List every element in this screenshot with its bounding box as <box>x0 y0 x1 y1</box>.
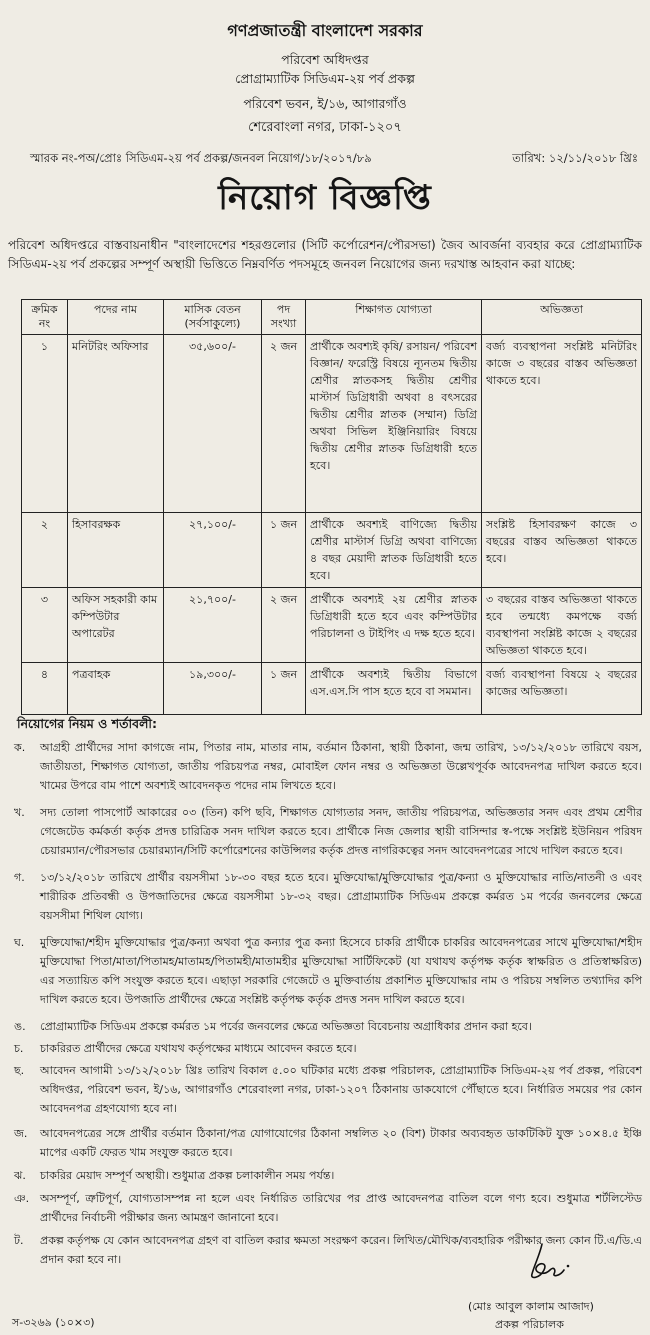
address-line-2: শেরেবাংলা নগর, ঢাকা-১২০৭ <box>248 120 402 135</box>
rule-marker: ট. <box>14 1234 24 1247</box>
post-cell: পত্রবাহক <box>68 663 164 715</box>
rule-marker: ছ. <box>14 1064 25 1077</box>
department-name: পরিবেশ অধিদপ্তর <box>281 52 369 67</box>
count-cell: ১ জন <box>262 663 306 715</box>
rule-text: অসম্পূর্ণ, ত্রুটিপূর্ণ, যোগ্যতাসম্পন্ন না হলে এবং নির্ধারিত তারিখের পর প্রাপ্ত আবেদনপত্র বাতিল বলে গণ্য হবে। শুধুমাত্র শর্টলিস্টেড প্রার্থীদের নির্বাচনী পরীক্ষার জন্য আমন্ত্রণ জানানো হবে। <box>40 1192 642 1224</box>
header-count: পদ সংখ্যা <box>262 300 306 335</box>
project-name: প্রোগ্রাম্যাটিক সিডিএম-২য় পর্ব প্রকল্প <box>235 71 415 86</box>
table-row <box>22 588 642 663</box>
header-experience: অভিজ্ঞতা <box>482 300 642 335</box>
header-serial: ক্রমিক নং <box>22 300 68 335</box>
rule-item <box>14 738 642 795</box>
rule-marker: ঝ. <box>14 1169 26 1182</box>
rule-item <box>14 1061 642 1118</box>
rule-item <box>14 1039 642 1058</box>
address-line-1: পরিবেশ ভবন, ই/১৬, আগারগাঁও <box>243 96 407 111</box>
qualification-cell: প্রার্থীকে অবশ্যই দ্বিতীয় বিভাগে এস.এস.সি পাস হতে হবে বা সমমান। <box>306 663 482 715</box>
memo-number: স্মারক নং-পঅ/প্রোঃ সিডিএম-২য় পর্ব প্রকল্প/জনবল নিয়োগ/১৮/২০১৭/৮৯ <box>30 151 372 165</box>
table-row <box>22 513 642 588</box>
ad-code: স-৩২৬৯ (১০×৩) <box>12 1316 95 1329</box>
serial-cell: ৩ <box>22 588 68 663</box>
rule-marker: ঙ. <box>14 1020 26 1033</box>
salary-cell: ২১,৭০০/- <box>164 588 262 663</box>
header-post: পদের নাম <box>68 300 164 335</box>
rule-text: মুক্তিযোদ্ধা/শহীদ মুক্তিযোদ্ধার পুত্র/কন্যা অথবা পুত্র কন্যার পুত্র কন্যা হিসেবে চাকরি প্রার্থীকে চাকরির আবেদনপত্রের সাথে মুক্তিযোদ্ধা/শহীদ মুক্তিযোদ্ধা পিতা/মাতা/পিতামহ/মাতামহ/পিতামহী/মাতামহীর মুক্তিযোদ্ধা সার্টিফিকেট (যা যথাযথ কর্তৃপক্ষ কর্তৃক স্বাক্ষরিত ও প্রতিস্বাক্ষরিত) এর সত্যায়িত কপি সংযুক্ত করতে হবে। এছাড়া সরকারি গেজেটে ও মুক্তিবার্তায় প্রকাশিত মুক্তিযোদ্ধার নাম ও পরিচয় সম্বলিত তথ্যাদির কপি দাখিল করতে হবে। উপজাতি প্রার্থীদের ক্ষেত্রে সংশ্লিষ্ট কর্তৃপক্ষ কর্তৃক প্রদত্ত সনদ দাখিল করতে হবে। <box>40 936 642 1006</box>
experience-cell: বর্জ্য ব্যবস্থাপনা বিষয়ে ২ বছরের কাজের অভিজ্ঞতা। <box>482 663 642 715</box>
count-cell: ২ জন <box>262 588 306 663</box>
rule-text: চাকরির মেয়াদ সম্পূর্ণ অস্থায়ী। শুধুমাত্র প্রকল্প চলাকালীন সময় পর্যন্ত। <box>40 1169 335 1182</box>
header-salary: মাসিক বেতন (সর্বসাকুল্যে) <box>164 300 262 335</box>
rule-text: প্রোগ্রাম্যাটিক সিডিএম প্রকল্পে কর্মরত ১ম পর্বের জনবলের ক্ষেত্রে অভিজ্ঞতা বিবেচনায় অগ্রাধিকার প্রদান করা হবে। <box>40 1020 532 1033</box>
memo-date: তারিখ: ১২/১১/২০১৮ খ্রিঃ <box>512 151 638 165</box>
serial-cell: ২ <box>22 513 68 588</box>
rule-marker: খ. <box>14 806 25 819</box>
rule-item <box>14 1166 642 1185</box>
rule-item <box>14 1124 642 1162</box>
notice-title: নিয়োগ বিজ্ঞপ্তি <box>218 178 432 218</box>
header-qualification: শিক্ষাগত যোগ্যতা <box>306 300 482 335</box>
experience-cell: সংশ্লিষ্ট হিসাবরক্ষণ কাজে ৩ বছরের বাস্তব অভিজ্ঞতা থাকতে হবে। <box>482 513 642 588</box>
table-row <box>22 335 642 513</box>
rules-heading: নিয়োগের নিয়ম ও শর্তাবলী: <box>17 716 157 731</box>
rule-text: সদ্য তোলা পাসপোর্ট আকারের ০৩ (তিন) কপি ছবি, শিক্ষাগত যোগ্যতার সনদ, জাতীয় পরিচয়পত্র, অভিজ্ঞতার সনদ এবং প্রথম শ্রেণীর গেজেটেড কর্মকর্তা কর্তৃক প্রদত্ত চারিত্রিক সনদ দাখিল করতে হবে। প্রার্থীকে নিজ জেলার স্থায়ী বাসিন্দার স্ব-পক্ষে সংশ্লিষ্ট ইউনিয়ন পরিষদ চেয়ারম্যান/পৌরসভার চেয়ারম্যান/সিটি কর্পোরেশনের কাউন্সিলর কর্তৃক প্রদত্ত নাগরিকত্বের সনদ আবেদনপত্রের সাথে দাখিল করতে হবে। <box>40 806 642 857</box>
rule-item <box>14 1189 642 1227</box>
count-cell: ১ জন <box>262 513 306 588</box>
rule-text: আবেদন আগামী ১৩/১২/২০১৮ খ্রিঃ তারিখ বিকাল ৫.০০ ঘটিকার মধ্যে প্রকল্প পরিচালক, প্রোগ্রাম্যাটিক সিডিএম-২য় পর্ব প্রকল্প, পরিবেশ অধিদপ্তর, পরিবেশ ভবন, ই/১৬, আগারগাঁও শেরেবাংলা নগর, ঢাকা-১২০৭ ঠিকানায় ডাকযোগে পৌঁছাতে হবে। নির্ধারিত সময়ের পর কোন আবেদনপত্র গ্রহণযোগ্য হবে না। <box>40 1064 642 1115</box>
post-cell: হিসাবরক্ষক <box>68 513 164 588</box>
salary-cell: ২৭,১০০/- <box>164 513 262 588</box>
signatory-title: প্রকল্প পরিচালক <box>495 1318 564 1331</box>
rule-item <box>14 868 642 925</box>
count-cell: ২ জন <box>262 335 306 513</box>
rule-text: আগ্রহী প্রার্থীদের সাদা কাগজে নাম, পিতার নাম, মাতার নাম, বর্তমান ঠিকানা, স্থায়ী ঠিকানা, জন্ম তারিখ, ১৩/১২/২০১৮ তারিখে বয়স, জাতীয়তা, শিক্ষাগত যোগ্যতা, জাতীয় পরিচয়পত্র নম্বর, মোবাইল ফোন নম্বর ও অভিজ্ঞতা উল্লেখপূর্বক আবেদনপত্র দাখিল করতে হবে। খামের উপরে বাম পাশে অবশ্যই আবেদনকৃত পদের নাম লিখতে হবে। <box>40 741 642 792</box>
serial-cell: ১ <box>22 335 68 513</box>
serial-cell: ৪ <box>22 663 68 715</box>
post-cell: মনিটরিং অফিসার <box>68 335 164 513</box>
signature-block <box>450 1240 650 1330</box>
rule-marker: চ. <box>14 1042 24 1055</box>
experience-cell: বর্জ্য ব্যবস্থাপনা সংশ্লিষ্ট মনিটরিং কাজে ৩ বছরের বাস্তব অভিজ্ঞতা থাকতে হবে। <box>482 335 642 513</box>
vacancy-table <box>21 299 642 715</box>
government-heading: গণপ্রজাতন্ত্রী বাংলাদেশ সরকার <box>227 21 423 40</box>
rule-marker: গ. <box>14 871 25 884</box>
rule-item <box>14 1017 642 1036</box>
qualification-cell: প্রার্থীকে অবশ্যই ২য় শ্রেণীর স্নাতক ডিগ্রিধারী হতে হবে এবং কম্পিউটার পরিচালনা ও টাইপিং এ দক্ষ হতে হবে। <box>306 588 482 663</box>
rule-marker: ঞ. <box>14 1192 30 1205</box>
rule-text: আবেদনপত্রের সঙ্গে প্রার্থীর বর্তমান ঠিকানা/পত্র যোগাযোগের ঠিকানা সম্বলিত ২০ (বিশ) টাকার অব্যবহৃত ডাকটিকিট যুক্ত ১০×৪.৫ ইঞ্চি মাপের একটি ফেরত খাম সংযুক্ত করতে হবে। <box>40 1127 642 1159</box>
rule-text: ১৩/১২/২০১৮ তারিখে প্রার্থীর বয়সসীমা ১৮-৩০ বছর হতে হবে। মুক্তিযোদ্ধা/মুক্তিযোদ্ধার পুত্র/কন্যা ও মুক্তিযোদ্ধার নাতি/নাতনী ও এবং শারীরিক প্রতিবন্ধী ও উপজাতিদের ক্ষেত্রে বয়সসীমা ১৮-৩২ বছর। প্রোগ্রাম্যাটিক সিডিএম প্রকল্পে কর্মরত ১ম পর্বের জনবলের ক্ষেত্রে বয়সসীমা শিথিল যোগ্য। <box>40 871 642 922</box>
rule-marker: জ. <box>14 1127 28 1140</box>
signatory-name: (মোঃ আবুল কালাম আজাদ) <box>468 1300 594 1313</box>
signature-icon <box>520 1240 576 1284</box>
rule-text: চাকরিরত প্রার্থীদের ক্ষেত্রে যথাযথ কর্তৃপক্ষের মাধ্যমে আবেদন করতে হবে। <box>40 1042 357 1055</box>
salary-cell: ১৯,৩০০/- <box>164 663 262 715</box>
table-row <box>22 663 642 715</box>
rule-text: প্রকল্প কর্তৃপক্ষ যে কোন আবেদনপত্র গ্রহণ বা বাতিল করার ক্ষমতা সংরক্ষণ করেন। লিখিত/মৌখিক/ব্যবহারিক পরীক্ষার জন্য কোন টি.এ/ডি.এ প্রদান করা হবে না। <box>40 1234 642 1266</box>
intro-paragraph: পরিবেশ অধিদপ্তরে বাস্তবায়নাধীন "বাংলাদেশের শহরগুলোর (সিটি কর্পোরেশন/পৌরসভা) জৈব আবর্জনা ব্যবহার করে প্রোগ্রাম্যাটিক সিডিএম-২য় পর্ব প্রকল্পের সম্পূর্ণ অস্থায়ী ভিত্তিতে নিম্নবর্ণিত পদসমূহে জনবল নিয়োগের জন্য দরখাস্ত আহবান করা যাচ্ছে: <box>8 238 642 271</box>
experience-cell: ৩ বছরের বাস্তব অভিজ্ঞতা থাকতে হবে তন্মধ্যে কমপক্ষে বর্জ্য ব্যবস্থাপনা সংশ্লিষ্ট কাজে ২ বছরের অভিজ্ঞতা থাকতে হবে। <box>482 588 642 663</box>
post-cell: অফিস সহকারী কাম কম্পিউটার অপারেটর <box>68 588 164 663</box>
rules-list <box>14 738 642 1269</box>
rule-marker: ঘ. <box>14 936 25 949</box>
salary-cell: ৩৫,৬০০/- <box>164 335 262 513</box>
qualification-cell: প্রার্থীকে অবশ্যই বাণিজ্যে দ্বিতীয় শ্রেণীর মাস্টার্স ডিগ্রি অথবা বাণিজ্যে ৪ বছর মেয়াদী স্নাতক ডিগ্রিধারী হতে হবে। <box>306 513 482 588</box>
rule-marker: ক. <box>14 741 26 754</box>
qualification-cell: প্রার্থীকে অবশ্যই কৃষি/ রসায়ন/ পরিবেশ বিজ্ঞান/ ফরেস্ট্রি বিষয়ে ন্যূনতম দ্বিতীয় শ্রেণীর স্নাতকসহ দ্বিতীয় শ্রেণীর মাস্টার্স ডিগ্রিধারী অথবা ৪ বৎসরের দ্বিতীয় শ্রেণীর স্নাতক (সম্মান) ডিগ্রি অথবা সিভিল ইঞ্জিনিয়ারিং বিষয়ে দ্বিতীয় শ্রেণীর স্নাতক ডিগ্রিধারী হতে হবে। <box>306 335 482 513</box>
table-header-row <box>22 300 642 335</box>
rule-item <box>14 933 642 1009</box>
rule-item <box>14 803 642 860</box>
